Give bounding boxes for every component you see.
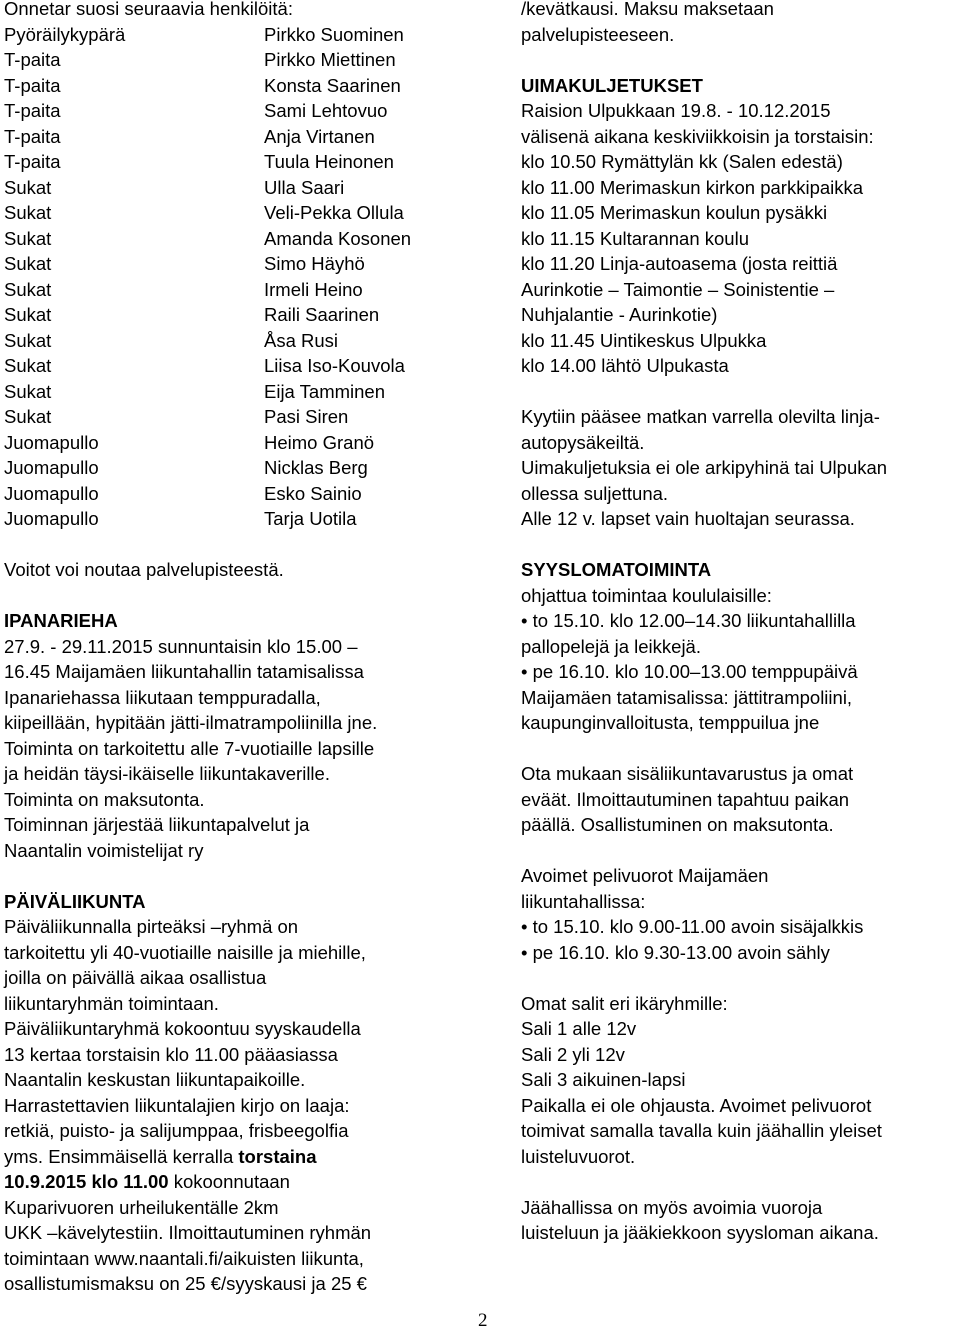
- prize-row: [4, 251, 484, 277]
- uimakuljetukset-heading: UIMAKULJETUKSET: [521, 74, 703, 96]
- paivaliikunta-text: [4, 914, 484, 1144]
- right-column: [521, 0, 957, 1246]
- winner-name: Nicklas Berg: [264, 457, 368, 478]
- prize-row: [4, 47, 484, 73]
- pelivuorot-line: Avoimet pelivuorot Maijamäen: [521, 865, 769, 886]
- left-column: [4, 0, 484, 1297]
- ipanarieha-heading: IPANARIEHA: [4, 610, 118, 631]
- winner-name: Esko Sainio: [264, 482, 362, 504]
- winner-name: Anja Virtanen: [264, 125, 375, 147]
- winner-name: Raili Saarinen: [264, 304, 380, 325]
- winner-name: Eija Tamminen: [264, 380, 385, 402]
- prize-item: T-paita: [4, 100, 61, 121]
- winner-name: Pasi Siren: [264, 406, 349, 427]
- winner-name: Ulla Saari: [264, 176, 345, 198]
- syysloma-bring: [521, 761, 957, 838]
- prize-item: Juomapullo: [4, 431, 99, 453]
- jaahalli-line: Jäähallissa on myös avoimia vuoroja: [521, 1196, 823, 1218]
- salit-text: [521, 991, 957, 1170]
- paivaliikunta-heading: PÄIVÄLIIKUNTA: [4, 890, 146, 912]
- paivaliikunta-line: UKK –kävelytestiin. Ilmoittautuminen ryhmän: [4, 1222, 372, 1243]
- fee-continuation-1: /kevätkausi. Maksu maksetaan: [521, 0, 774, 19]
- paivaliikunta-first-date-after: kokoonnutaan: [168, 1171, 290, 1192]
- ipanarieha-line: 16.45 Maijamäen liikuntahallin tatamisalissa: [4, 661, 364, 682]
- paivaliikunta-first-date-line: [4, 1169, 484, 1195]
- uimakuljetus-note: ollessa suljettuna.: [521, 482, 669, 504]
- uimakuljetus-line: välisenä aikana keskiviikkoisin ja torstaisin:: [521, 125, 874, 147]
- prizes-pickup: Voitot voi noutaa palvelupisteestä.: [4, 559, 284, 580]
- paivaliikunta-line: Päiväliikunnalla pirteäksi –ryhmä on: [4, 916, 299, 937]
- prize-row: [4, 379, 484, 405]
- winner-name: Tuula Heinonen: [264, 151, 394, 172]
- winner-name: Pirkko Suominen: [264, 23, 404, 45]
- paivaliikunta-first-meeting: [4, 1144, 484, 1170]
- salit-line: Paikalla ei ole ohjausta. Avoimet pelivuorot: [521, 1094, 872, 1116]
- paivaliikunta-line: osallistumismaksu on 25 €/syyskausi ja 25 €: [4, 1273, 367, 1294]
- prize-row: [4, 328, 484, 354]
- jaahalli-text: [521, 1195, 957, 1246]
- paivaliikunta-line: Kuparivuoren urheilukentälle 2km: [4, 1196, 279, 1218]
- salit-line: Sali 2 yli 12v: [521, 1043, 625, 1065]
- winner-name: Amanda Kosonen: [264, 227, 412, 249]
- prize-item: Sukat: [4, 278, 52, 300]
- ipanarieha-line: kiipeillään, hypitään jätti-ilmatrampoliinilla jne.: [4, 712, 378, 733]
- page-number: 2: [478, 1310, 488, 1331]
- salit-line: Sali 3 aikuinen-lapsi: [521, 1069, 686, 1090]
- paivaliikunta-line: Päiväliikuntaryhmä kokoontuu syyskaudella: [4, 1018, 361, 1039]
- prize-item: Sukat: [4, 406, 52, 427]
- paivaliikunta-first-day: torstaina: [238, 1145, 317, 1167]
- prize-item: T-paita: [4, 125, 61, 147]
- prize-row: [4, 277, 484, 303]
- prize-row: [4, 22, 484, 48]
- paivaliikunta-line: retkiä, puisto- ja salijumppaa, frisbeegolfia: [4, 1120, 349, 1141]
- pelivuorot-items: [521, 914, 957, 965]
- ipanarieha-line: Toiminta on maksutonta.: [4, 788, 205, 810]
- pelivuorot-item: • to 15.10. klo 9.00-11.00 avoin sisäjalkkis: [521, 916, 864, 937]
- winner-name: Pirkko Miettinen: [264, 49, 396, 70]
- winner-name: Simo Häyhö: [264, 253, 365, 274]
- prize-item: Sukat: [4, 227, 52, 249]
- prize-row: [4, 430, 484, 456]
- paivaliikunta-line: 13 kertaa torstaisin klo 11.00 pääasiassa: [4, 1043, 338, 1065]
- salit-line: luisteluvuorot.: [521, 1145, 636, 1167]
- prize-item: Sukat: [4, 304, 52, 325]
- pelivuorot-line: liikuntahallissa:: [521, 890, 646, 912]
- syysloma-item-2: • pe 16.10. klo 10.00–13.00 temppupäivä: [521, 661, 858, 682]
- syysloma-item-1: • to 15.10. klo 12.00–14.30 liikuntahallilla: [521, 610, 856, 631]
- salit-line: Sali 1 alle 12v: [521, 1018, 637, 1039]
- uimakuljetus-note: Kyytiin pääsee matkan varrella olevilta linja-: [521, 406, 880, 427]
- ipanarieha-line: Naantalin voimistelijat ry: [4, 839, 204, 861]
- pelivuorot-intro: [521, 863, 957, 914]
- uimakuljetukset-schedule: [521, 98, 957, 379]
- syyslomatoiminta-heading: SYYSLOMATOIMINTA: [521, 559, 712, 580]
- uimakuljetus-line: klo 11.45 Uintikeskus Ulpukka: [521, 329, 767, 351]
- uimakuljetus-line: klo 14.00 lähtö Ulpukasta: [521, 355, 729, 376]
- winner-name: Veli-Pekka Ollula: [264, 202, 404, 223]
- paivaliikunta-line: joilla on päivällä aikaa osallistua: [4, 967, 267, 988]
- uimakuljetus-line: klo 11.05 Merimaskun koulun pysäkki: [521, 202, 828, 223]
- fee-continuation-2: palvelupisteeseen.: [521, 23, 675, 45]
- prize-row: [4, 455, 484, 481]
- prize-item: Sukat: [4, 380, 52, 402]
- prize-item: Pyöräilykypärä: [4, 23, 126, 45]
- prize-item: Sukat: [4, 329, 52, 351]
- uimakuljetus-line: klo 11.15 Kultarannan koulu: [521, 227, 749, 249]
- winner-name: Tarja Uotila: [264, 508, 357, 529]
- paivaliikunta-line: Naantalin keskustan liikuntapaikoille.: [4, 1069, 306, 1090]
- prize-item: Sukat: [4, 176, 52, 198]
- ipanarieha-line: ja heidän täysi-ikäiselle liikuntakaverille.: [4, 763, 330, 784]
- winner-name: Irmeli Heino: [264, 278, 363, 300]
- salit-line: toimivat samalla tavalla kuin jäähallin yleiset: [521, 1120, 882, 1141]
- syysloma-bring-line: Ota mukaan sisäliikuntavarustus ja omat: [521, 763, 854, 784]
- ipanarieha-text: [4, 634, 484, 864]
- winner-name: Heimo Granö: [264, 431, 375, 453]
- uimakuljetus-note: Alle 12 v. lapset vain huoltajan seurassa.: [521, 508, 855, 529]
- paivaliikunta-line: toimintaan www.naantali.fi/aikuisten liikunta,: [4, 1247, 364, 1269]
- ipanarieha-line: Toiminnan järjestää liikuntapalvelut ja: [4, 814, 310, 835]
- uimakuljetus-line: Nuhjalantie - Aurinkotie): [521, 304, 718, 325]
- paivaliikunta-text-after: [4, 1195, 484, 1297]
- paivaliikunta-line: tarkoitettu yli 40-vuotiaille naisille ja miehille,: [4, 941, 366, 963]
- paivaliikunta-first-date: 10.9.2015 klo 11.00: [4, 1171, 169, 1192]
- winner-name: Liisa Iso-Kouvola: [264, 355, 405, 376]
- prize-winners-list: [4, 22, 484, 532]
- ipanarieha-line: Ipanariehassa liikutaan temppuradalla,: [4, 686, 321, 708]
- uimakuljetus-line: klo 11.00 Merimaskun kirkon parkkipaikka: [521, 176, 864, 198]
- prize-item: T-paita: [4, 74, 61, 96]
- prize-item: Sukat: [4, 355, 52, 376]
- prize-row: [4, 124, 484, 150]
- prize-row: [4, 149, 484, 175]
- paivaliikunta-line: Harrastettavien liikuntalajien kirjo on laaja:: [4, 1094, 350, 1116]
- winner-name: Åsa Rusi: [264, 329, 339, 351]
- ipanarieha-line: 27.9. - 29.11.2015 sunnuntaisin klo 15.00 –: [4, 635, 358, 657]
- pelivuorot-item: • pe 16.10. klo 9.30-13.00 avoin sähly: [521, 941, 830, 963]
- prize-item: Juomapullo: [4, 508, 99, 529]
- prize-row: [4, 73, 484, 99]
- prize-row: [4, 353, 484, 379]
- salit-line: Omat salit eri ikäryhmille:: [521, 992, 728, 1014]
- paivaliikunta-line: liikuntaryhmän toimintaan.: [4, 992, 219, 1014]
- syyslomatoiminta-subheading: ohjattua toimintaa koululaisille:: [521, 584, 772, 606]
- uimakuljetus-note: Uimakuljetuksia ei ole arkipyhinä tai Ulpukan: [521, 457, 888, 478]
- prize-row: [4, 226, 484, 252]
- prize-row: [4, 404, 484, 430]
- prize-row: [4, 506, 484, 532]
- prize-item: Sukat: [4, 202, 52, 223]
- syysloma-item-2-extra: kaupunginvalloitusta, temppuilua jne: [521, 712, 820, 733]
- paivaliikunta-first-meeting-lead: yms. Ensimmäisellä kerralla: [4, 1145, 234, 1167]
- prize-row: [4, 302, 484, 328]
- prize-row: [4, 481, 484, 507]
- prize-row: [4, 200, 484, 226]
- jaahalli-line: luisteluun ja jääkiekkoon syysloman aikana.: [521, 1222, 879, 1243]
- prizes-intro: Onnetar suosi seuraavia henkilöitä:: [4, 0, 293, 19]
- syysloma-bring-line: eväät. Ilmoittautuminen tapahtuu paikan: [521, 788, 850, 810]
- syysloma-item-1-cont: pallopelejä ja leikkejä.: [521, 635, 701, 657]
- uimakuljetus-line: Aurinkotie – Taimontie – Soinistentie –: [521, 278, 835, 300]
- prize-item: Juomapullo: [4, 457, 99, 478]
- prize-item: T-paita: [4, 49, 61, 70]
- uimakuljetus-line: klo 11.20 Linja-autoasema (josta reittiä: [521, 253, 838, 274]
- winner-name: Konsta Saarinen: [264, 74, 401, 96]
- prize-row: [4, 98, 484, 124]
- ipanarieha-line: Toiminta on tarkoitettu alle 7-vuotiaille lapsille: [4, 737, 375, 759]
- prize-item: T-paita: [4, 151, 61, 172]
- prize-row: [4, 175, 484, 201]
- prize-item: Juomapullo: [4, 482, 99, 504]
- uimakuljetus-note: autopysäkeiltä.: [521, 431, 645, 453]
- uimakuljetukset-notes: [521, 404, 957, 532]
- syysloma-item-2-cont: Maijamäen tatamisalissa: jättitrampoliini,: [521, 686, 853, 708]
- uimakuljetus-line: Raision Ulpukkaan 19.8. - 10.12.2015: [521, 100, 831, 121]
- syysloma-bring-line: päällä. Osallistuminen on maksutonta.: [521, 814, 834, 835]
- winner-name: Sami Lehtovuo: [264, 100, 388, 121]
- uimakuljetus-line: klo 10.50 Rymättylän kk (Salen edestä): [521, 151, 843, 172]
- prize-item: Sukat: [4, 253, 52, 274]
